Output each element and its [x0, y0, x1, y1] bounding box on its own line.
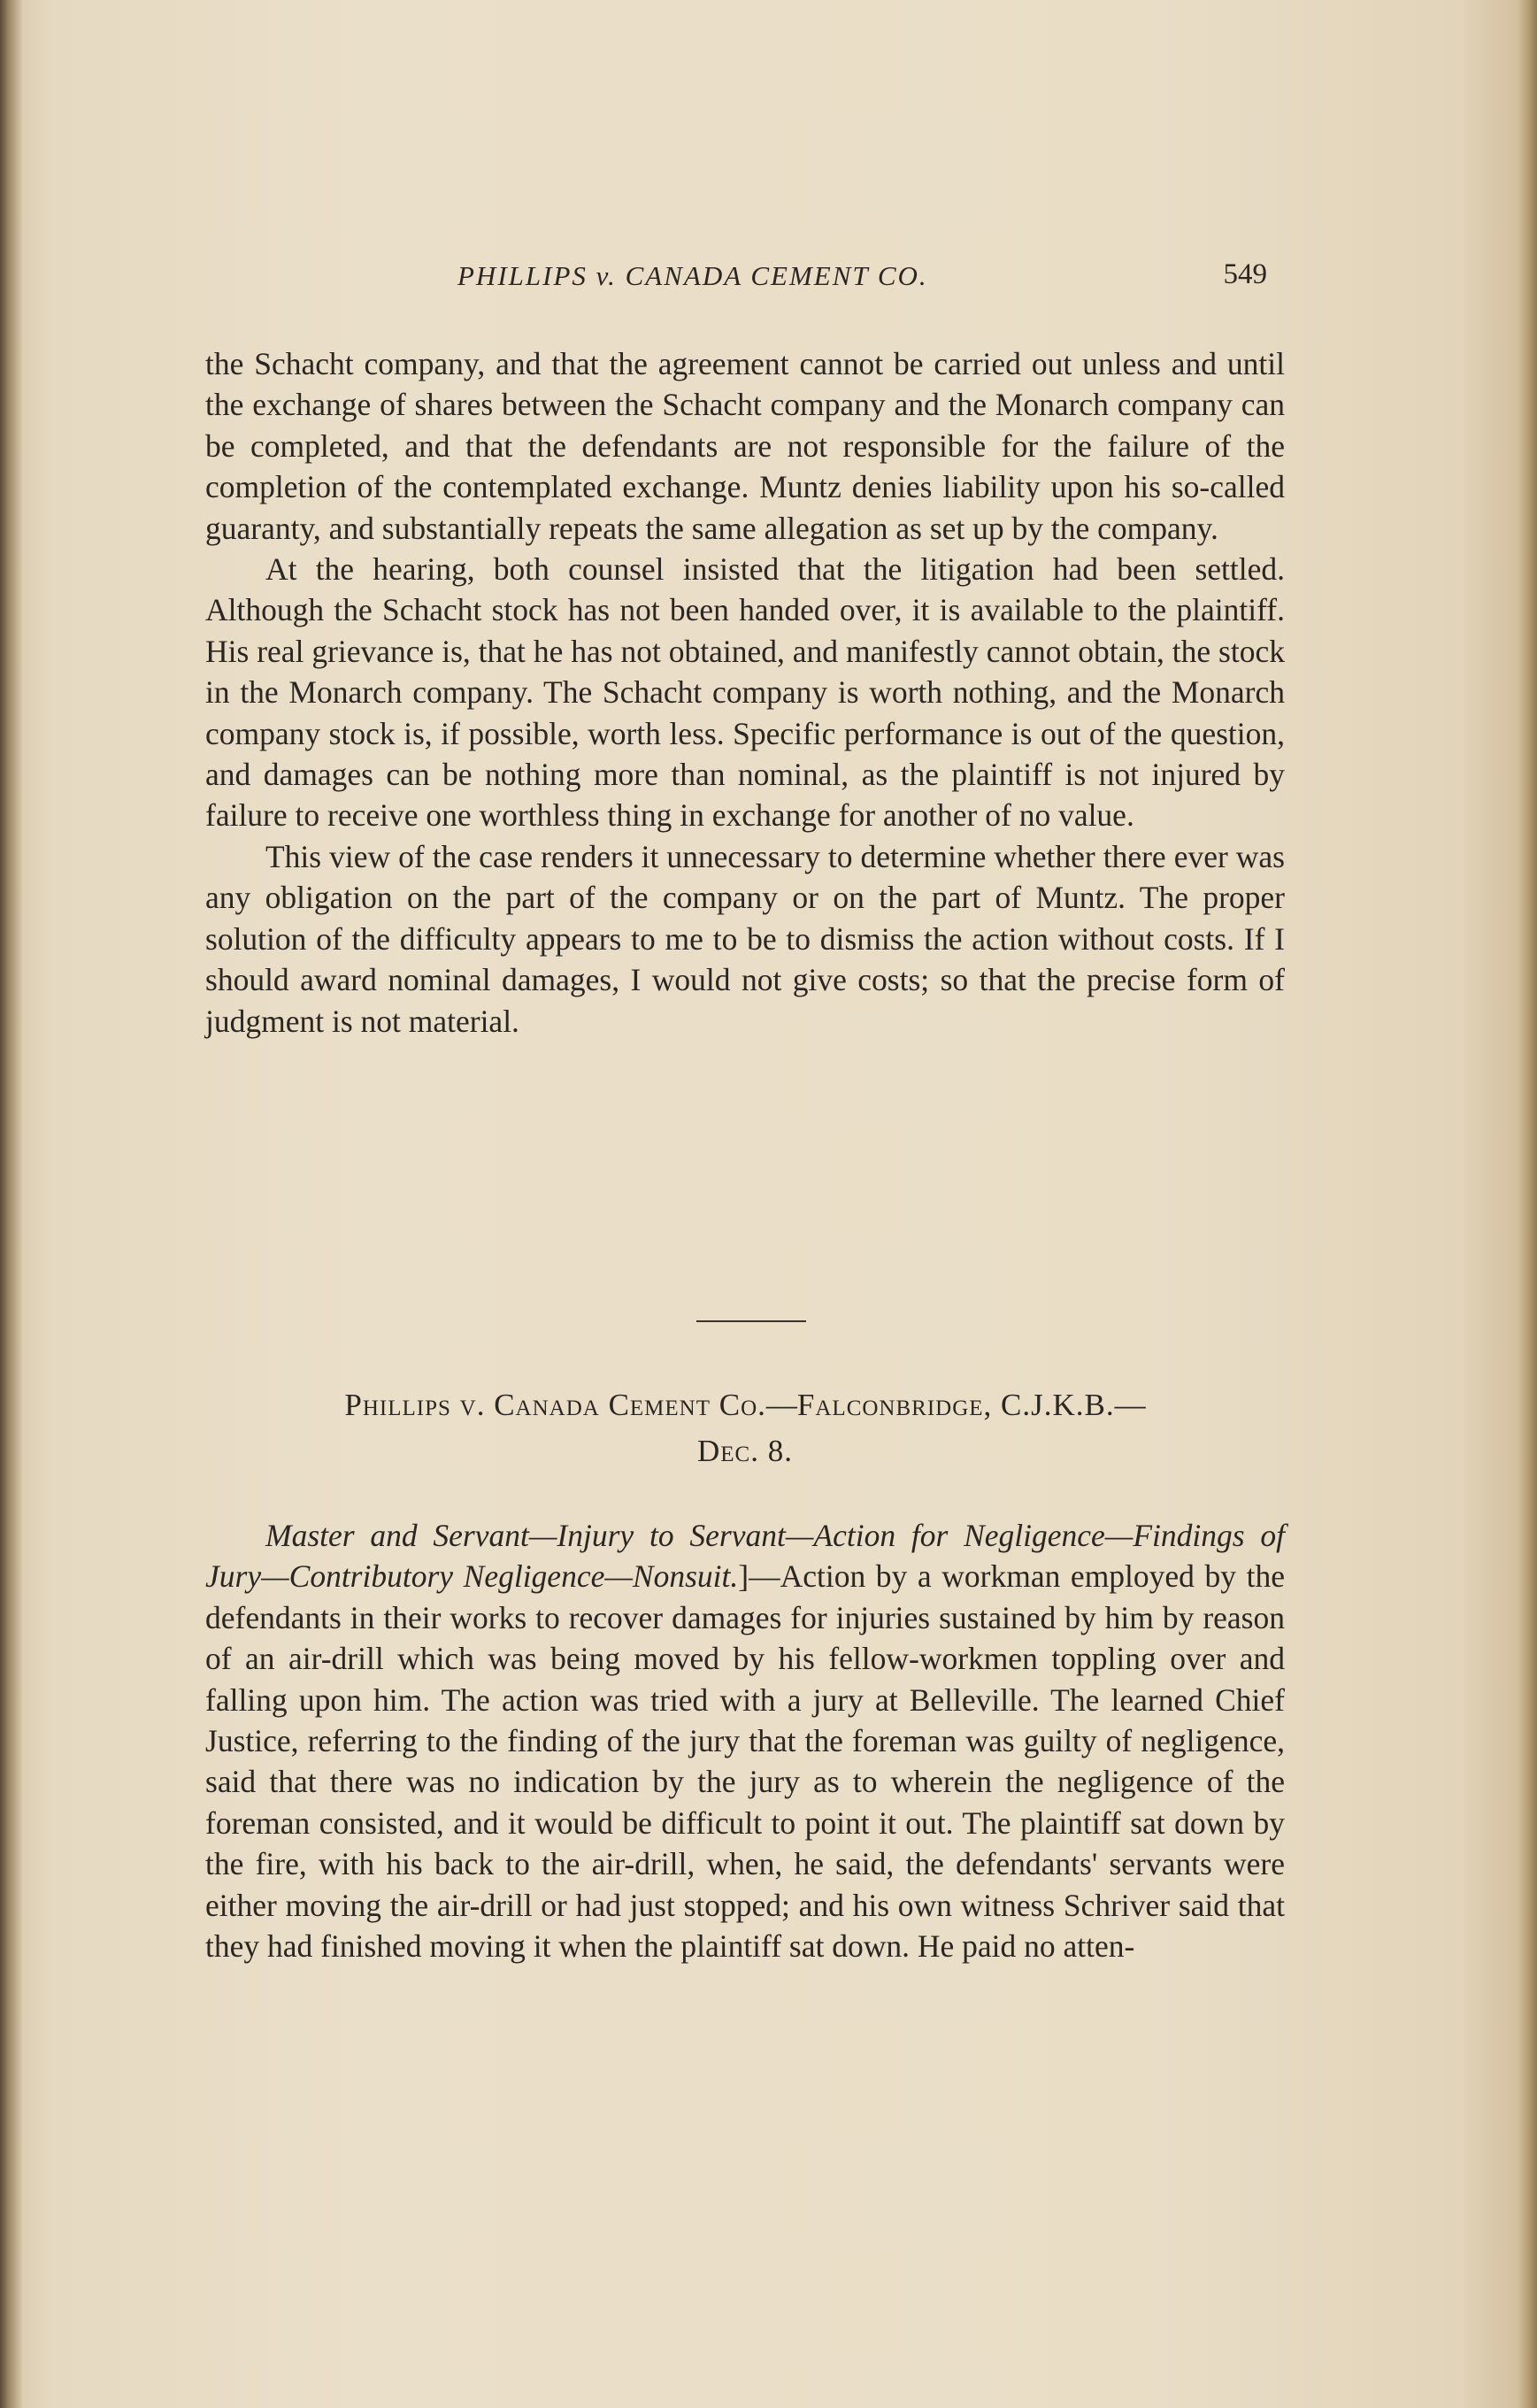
- binding-shadow: [0, 0, 23, 2408]
- case-date: Dec. 8.: [697, 1434, 793, 1468]
- headnote-text: [205, 1515, 1285, 1966]
- headnote-catchwords: Master and Servant—Injury to Servant—Action for Negligence—Findings of Jury—Contributory Negligence—Nonsuit.: [205, 1518, 1285, 1595]
- headnote-bracket: ]: [738, 1558, 749, 1595]
- judgment-text: [205, 343, 1285, 1042]
- page-number: 549: [1223, 258, 1267, 290]
- running-title: PHILLIPS v. CANADA CEMENT CO.: [457, 260, 928, 291]
- section-divider: [696, 1320, 806, 1322]
- headnote-body: —Action by a workman employed by the defendants in their works to recover damages for injuries sustained by him by reason of an air-drill which was being moved by his fellow-workmen toppling over and falling upon him. The action was tried with a jury at Belleville. The learned Chief Justice, referring to the finding of the jury that the foreman was guilty of negligence, said that there was no indication by the jury as to wherein the negligence of the foreman consisted, and it would be difficult to point it out. The plaintiff sat down by the fire, with his back to the air-drill, when, he said, the defendants' servants were either moving the air-drill or had just stopped; and his own witness Schriver said that they had finished moving it when the plaintiff sat down. He paid no atten-: [205, 1558, 1285, 1965]
- headnote-paragraph: [205, 1515, 1285, 1966]
- page-edge: [1518, 0, 1537, 2408]
- paragraph: At the hearing, both counsel insisted that the litigation had been settled. Although the Schacht stock has not been handed over, it is available to the plaintiff. His real grievance is, that he has not obtained, and manifestly cannot obtain, the stock in the Monarch company. The Schacht company is worth nothing, and the Monarch company stock is, if possible, worth less. Specific performance is out of the question, and damages can be nothing more than nominal, as the plaintiff is not injured by failure to receive one worthless thing in exchange for another of no value.: [205, 551, 1285, 834]
- heading-dash: —: [765, 1388, 797, 1422]
- running-head: [205, 257, 1267, 306]
- case-heading: [205, 1382, 1285, 1474]
- case-parties: Phillips v. Canada Cement Co.: [344, 1388, 766, 1422]
- heading-dash: —: [1114, 1388, 1146, 1422]
- case-judge: Falconbridge, C.J.K.B.: [796, 1388, 1115, 1422]
- paragraph: This view of the case renders it unnecessary to determine whether there ever was any obligation on the part of the company or on the part of Muntz. The proper solution of the difficulty appears to me to be to dismiss the action without costs. If I should award nominal damages, I would not give costs; so that the precise form of judgment is not material.: [205, 838, 1285, 1039]
- paragraph: the Schacht company, and that the agreement cannot be carried out unless and until the exchange of shares between the Schacht company and the Monarch company can be completed, and that the defendants are not responsible for the failure of the completion of the contemplated exchange. Muntz denies liability upon his so-called guaranty, and substantially repeats the same allegation as set up by the company.: [205, 346, 1285, 546]
